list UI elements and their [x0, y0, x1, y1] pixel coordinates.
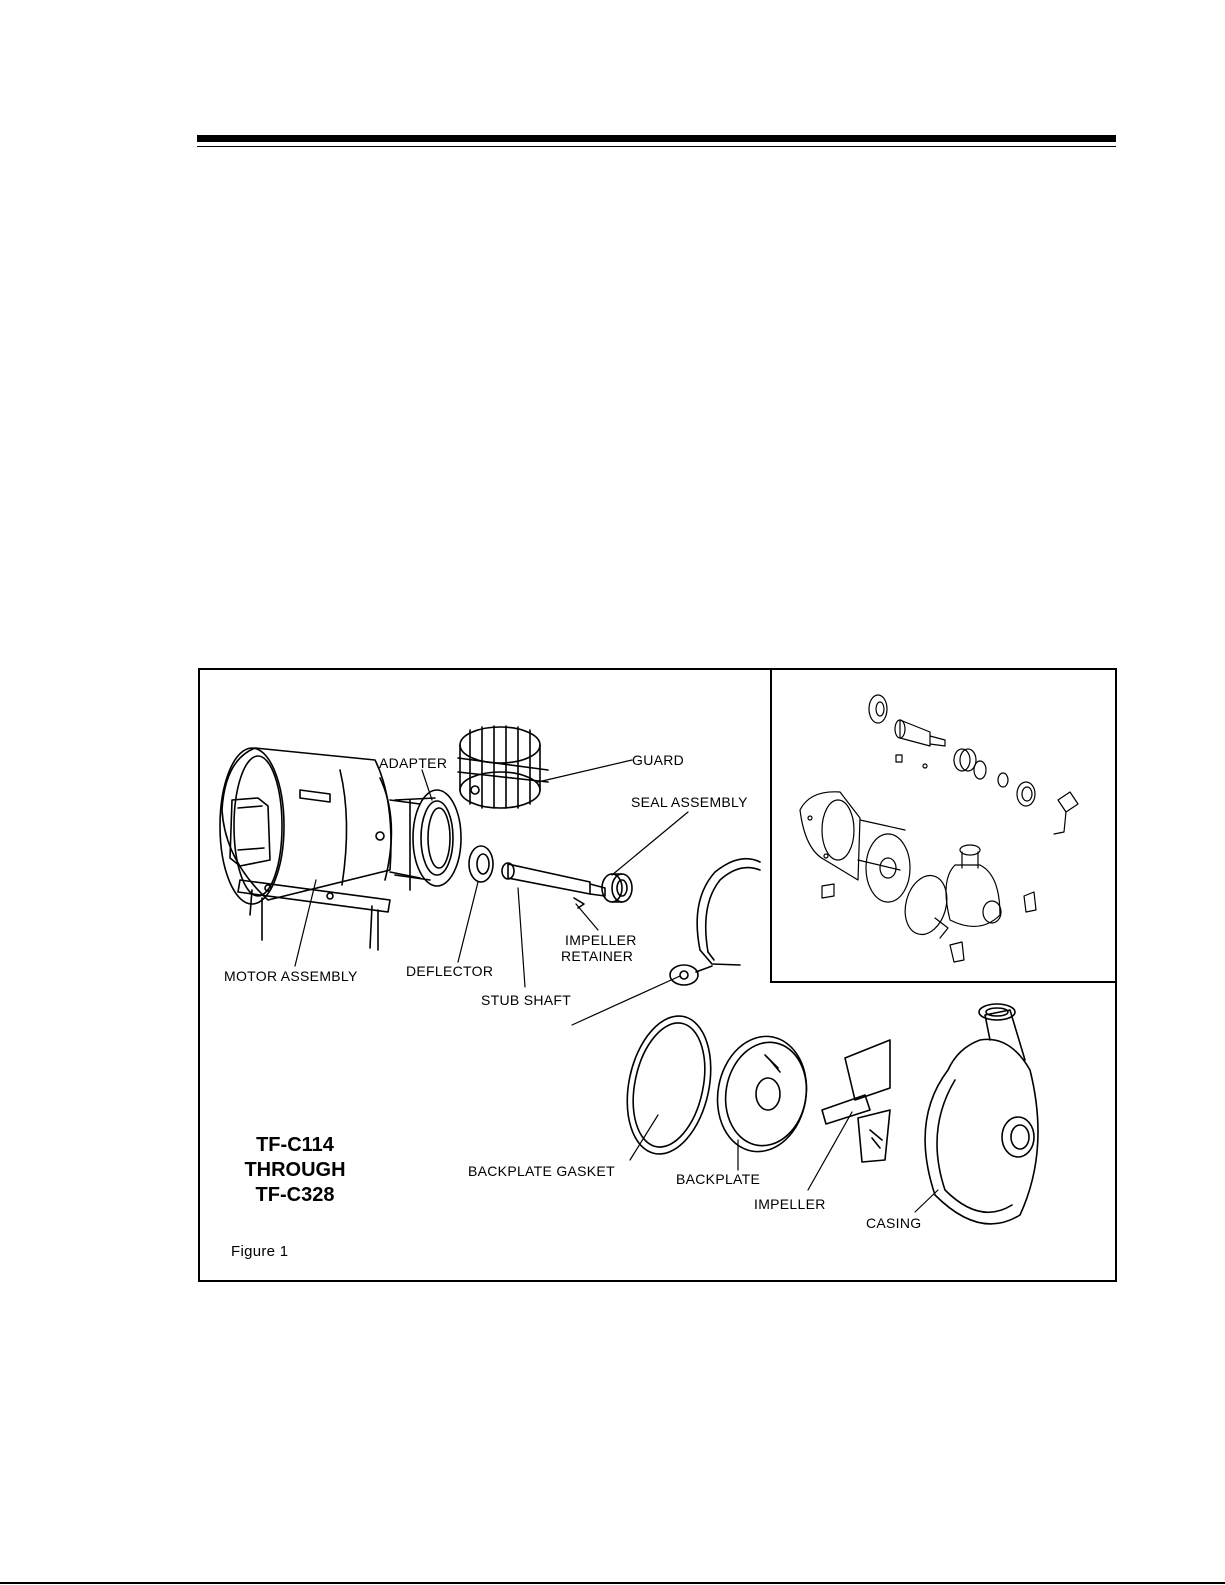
label-casing: CASING [866, 1215, 922, 1231]
model-range-line3: TF-C328 [255, 1184, 335, 1206]
label-seal-assembly: SEAL ASSEMBLY [631, 794, 748, 810]
label-impeller-retainer-1: IMPELLER [565, 932, 637, 948]
clamp-drawing [670, 859, 760, 985]
footer-rule [0, 1582, 1225, 1584]
model-range [225, 1133, 365, 1208]
label-backplate-gasket: BACKPLATE GASKET [468, 1163, 615, 1179]
casing-drawing [925, 1004, 1038, 1224]
impeller-drawing [822, 1040, 890, 1162]
label-guard: GUARD [632, 752, 685, 768]
model-range-line1: TF-C114 [256, 1134, 334, 1156]
figure-caption: Figure 1 [231, 1243, 289, 1260]
stub-shaft-drawing [502, 863, 605, 908]
guard-drawing [458, 726, 548, 808]
motor-assembly-drawing [220, 748, 420, 950]
backplate-drawing [709, 1029, 816, 1159]
seal-assembly-drawing [602, 874, 632, 902]
model-range-line2: THROUGH [244, 1159, 346, 1181]
label-adapter: ADAPTER [379, 755, 448, 771]
label-impeller: IMPELLER [754, 1196, 826, 1212]
label-deflector: DEFLECTOR [406, 963, 494, 979]
label-backplate: BACKPLATE [676, 1171, 761, 1187]
backplate-gasket-drawing [615, 1008, 722, 1162]
inset-exploded-view [800, 695, 1078, 962]
deflector-drawing [469, 846, 493, 882]
label-motor-assembly: MOTOR ASSEMBLY [224, 968, 358, 984]
label-impeller-retainer-2: RETAINER [561, 948, 634, 964]
label-stub-shaft: STUB SHAFT [481, 992, 572, 1008]
